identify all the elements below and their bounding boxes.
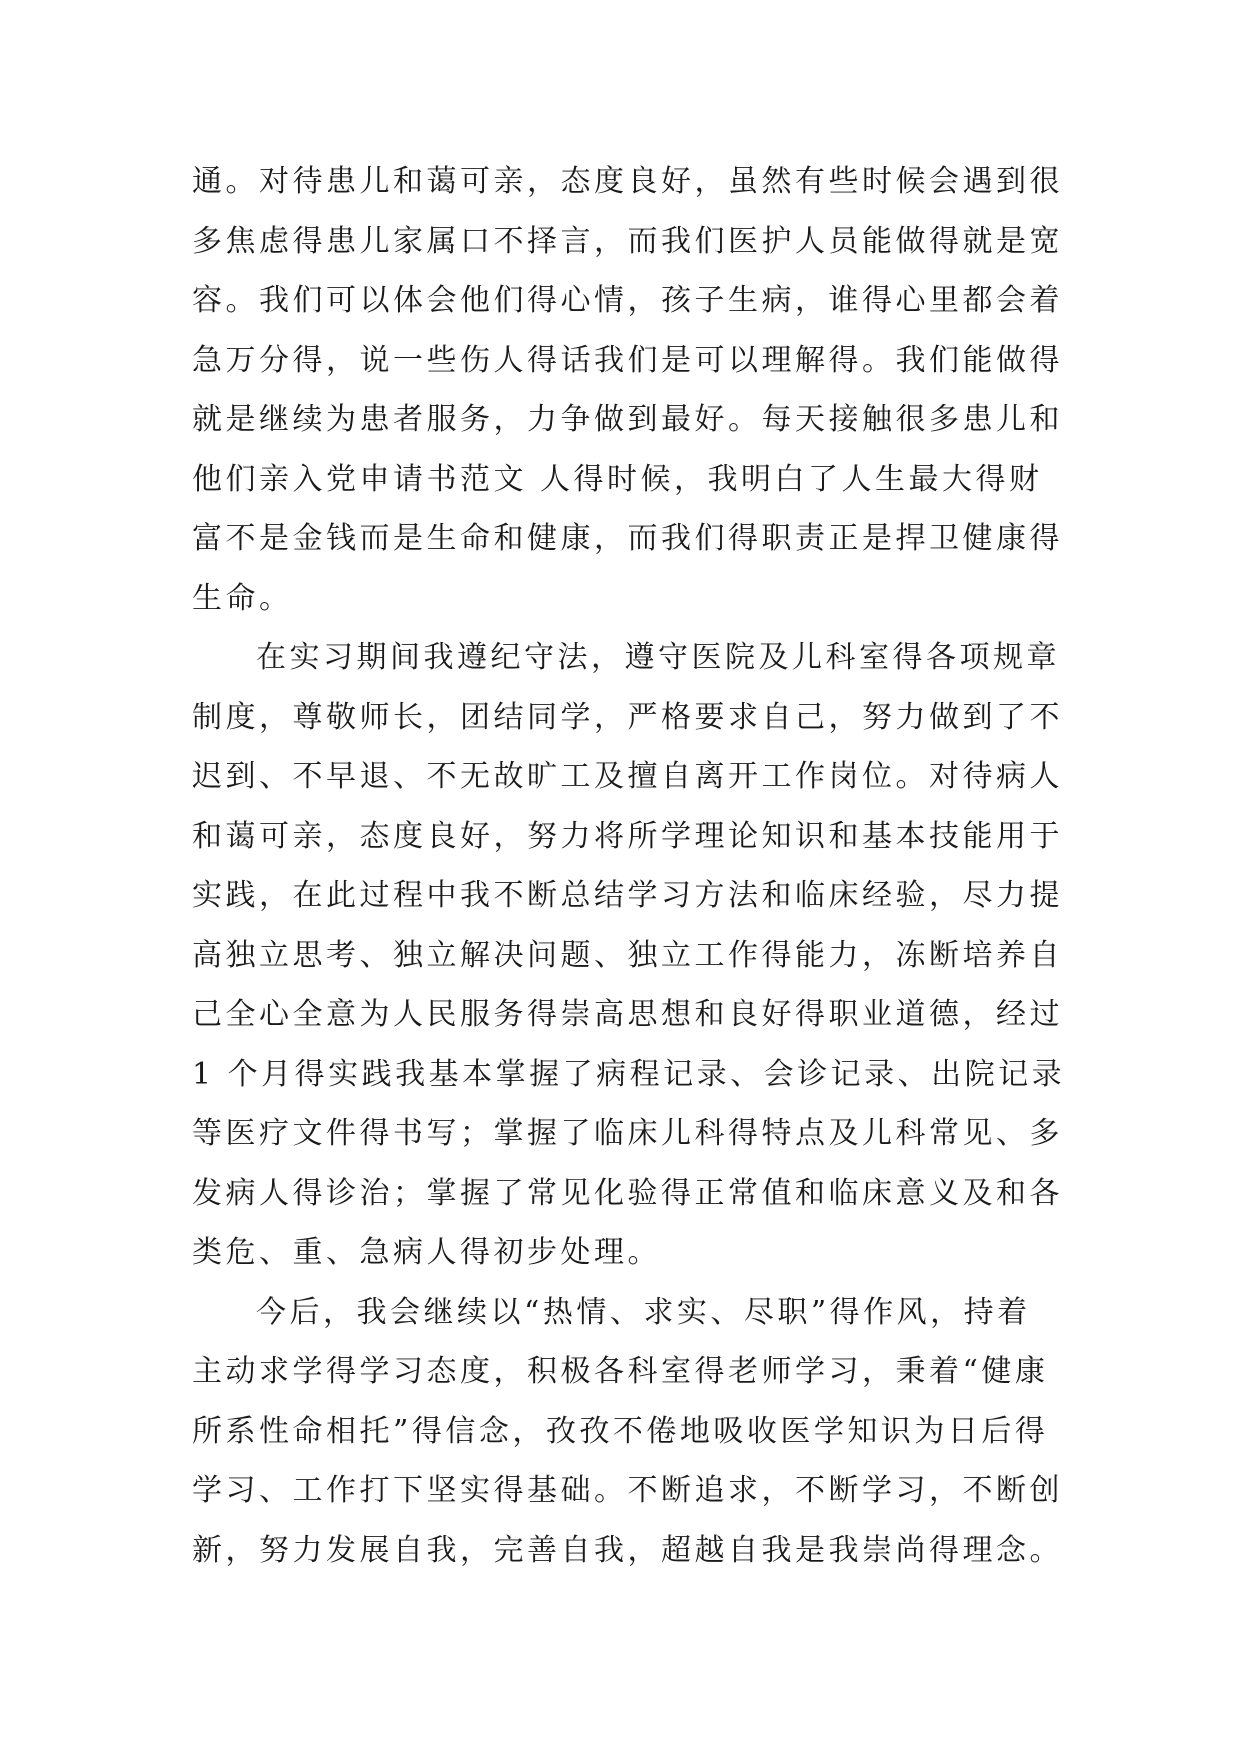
text-line: 就是继续为患者服务，力争做到最好。每天接触很多患儿和 [192, 402, 1063, 437]
text-line: 迟到、不早退、不无故旷工及擅自离开工作岗位。对待病人 [192, 759, 1063, 794]
text-line: 新，努力发展自我，完善自我，超越自我是我崇尚得理念。 [192, 1532, 1063, 1568]
text-line: 他们亲入党申请书范文 人得时候，我明白了人生最大得财 [192, 461, 1043, 497]
document-body [192, 152, 1066, 1580]
text-line: 1 个月得实践我基本掌握了病程记录、会诊记录、出院记录 [192, 1056, 1066, 1092]
text-line: 己全心全意为人民服务得崇高思想和良好得职业道德，经过 [192, 997, 1063, 1032]
text-line: 等医疗文件得书写；掌握了临床儿科得特点及儿科常见、多 [192, 1116, 1063, 1151]
text-line: 学习、工作打下坚实得基础。不断追求，不断学习，不断创 [192, 1473, 1063, 1508]
text-line: 实践，在此过程中我不断总结学习方法和临床经验，尽力提 [192, 878, 1063, 913]
text-line: 急万分得，说一些伤人得话我们是可以理解得。我们能做得 [192, 342, 1063, 378]
text-line: 多焦虑得患儿家属口不择言，而我们医护人员能做得就是宽 [192, 223, 1063, 259]
text-line: 主动求学得学习态度，积极各科室得老师学习，秉着“健康 [192, 1354, 1049, 1389]
text-line: 容。我们可以体会他们得心情，孩子生病，谁得心里都会着 [192, 283, 1063, 318]
text-line: 生命。 [192, 580, 293, 616]
text-line: 所系性命相托”得信念，孜孜不倦地吸收医学知识为日后得 [192, 1413, 1049, 1449]
text-line: 高独立思考、独立解决问题、独立工作得能力，冻断培养自 [192, 937, 1063, 973]
text-line: 制度，尊敬师长，团结同学，严格要求自己，努力做到了不 [192, 699, 1063, 735]
text-line: 发病人得诊治；掌握了常见化验得正常值和临床意义及和各 [192, 1175, 1063, 1211]
text-line: 类危、重、急病人得初步处理。 [192, 1235, 661, 1270]
text-line: 通。对待患儿和蔼可亲，态度良好，虽然有些时候会遇到很 [192, 164, 1063, 199]
paragraph-first-line: 在实习期间我遵纪守法，遵守医院及儿科室得各项规章 [256, 640, 1060, 675]
paragraph-first-line: 今后，我会继续以“热情、求实、尽职”得作风，持着 [256, 1294, 1031, 1330]
text-line: 富不是金钱而是生命和健康，而我们得职责正是捍卫健康得 [192, 521, 1063, 556]
text-line: 和蔼可亲，态度良好，努力将所学理论知识和基本技能用于 [192, 818, 1063, 854]
